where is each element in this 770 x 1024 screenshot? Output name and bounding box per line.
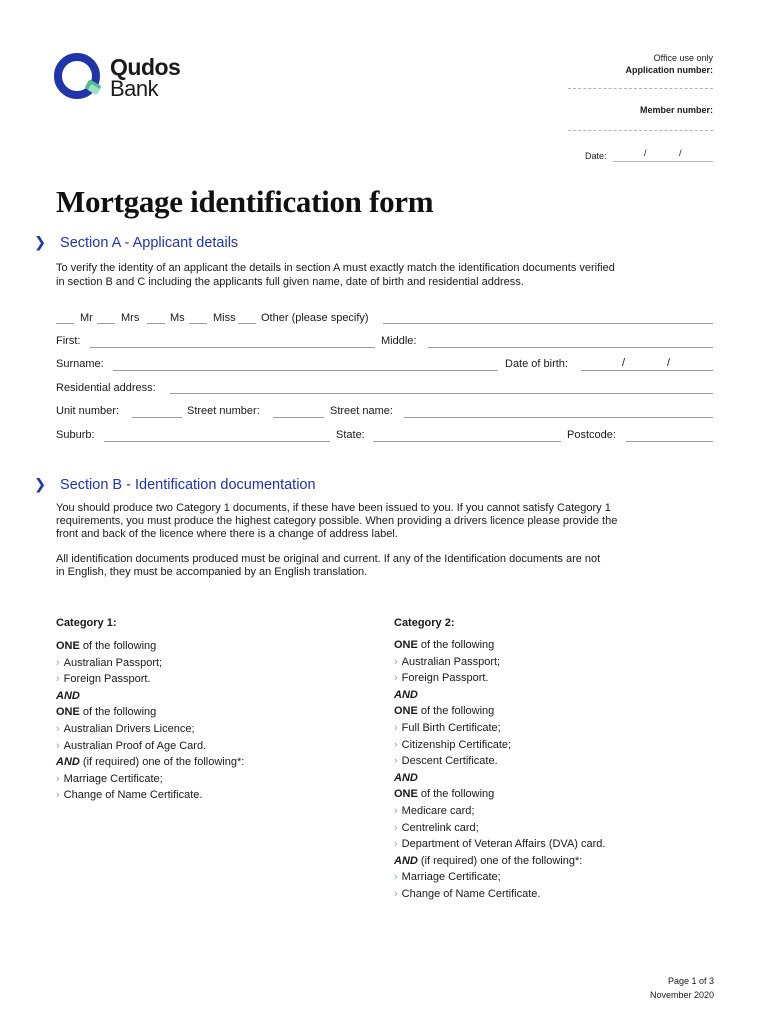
- list-item: › Centrelink card;: [394, 820, 605, 837]
- state-field[interactable]: [373, 441, 561, 442]
- section-b-para-line: requirements, you must produce the highest category possible. When providing a drivers licence please provide the: [56, 515, 618, 527]
- section-a-intro-line: in section B and C including the applicants full given name, date of birth and residential address.: [56, 276, 524, 288]
- miss-label: Miss: [213, 312, 236, 324]
- qudos-bank-logo: [54, 52, 204, 102]
- list-item: AND: [394, 688, 418, 701]
- list-item: › Australian Proof of Age Card.: [56, 738, 244, 755]
- section-b-heading: [34, 477, 316, 493]
- office-date-label: Date:: [585, 151, 607, 161]
- ms-checkbox-line[interactable]: [147, 323, 165, 324]
- state-label: State:: [336, 429, 365, 441]
- category-2-title: Category 2:: [394, 617, 455, 629]
- section-a-heading: [34, 235, 238, 251]
- category-2-list: [394, 637, 605, 903]
- mrs-checkbox-line[interactable]: [97, 323, 115, 324]
- other-specify-field[interactable]: [383, 323, 713, 324]
- other-label: Other (please specify): [261, 312, 369, 324]
- other-checkbox-line[interactable]: [238, 323, 256, 324]
- mrs-label: Mrs: [121, 312, 140, 324]
- footer-date: November 2020: [649, 990, 714, 1000]
- page-number: Page 1 of 3: [667, 976, 714, 986]
- middle-name-field[interactable]: [428, 347, 713, 348]
- first-name-field[interactable]: [90, 347, 375, 348]
- list-item: ONE of the following: [394, 705, 495, 718]
- miss-checkbox-line[interactable]: [189, 323, 207, 324]
- qudos-logo-icon: [54, 52, 104, 102]
- section-b-para2: [56, 553, 686, 579]
- list-item: ONE of the following: [56, 640, 157, 652]
- street-name-field[interactable]: [404, 417, 713, 418]
- unit-number-field[interactable]: [132, 417, 182, 418]
- list-item: AND: [394, 771, 418, 784]
- logo-text-qudos: Qudos: [110, 54, 181, 80]
- street-name-label: Street name:: [330, 405, 393, 417]
- member-number-field[interactable]: [568, 130, 713, 131]
- list-item: ONE of the following: [394, 639, 495, 651]
- middle-name-label: Middle:: [381, 335, 417, 347]
- list-item: › Medicare card;: [394, 803, 605, 820]
- section-b-para-line: All identification documents produced must be original and current. If any of the Identification documents are not: [56, 553, 601, 565]
- postcode-field[interactable]: [626, 441, 713, 442]
- office-use-only: Office use only: [653, 53, 713, 63]
- page-title: Mortgage identification form: [56, 184, 434, 219]
- section-b-para-line: in English, they must be accompanied by an English translation.: [56, 566, 368, 578]
- office-date-field[interactable]: [613, 161, 713, 162]
- list-item: › Australian Drivers Licence;: [56, 721, 244, 738]
- suburb-label: Suburb:: [56, 429, 95, 441]
- list-item: AND (if required) one of the following*:: [56, 756, 245, 769]
- list-item: › Full Birth Certificate;: [394, 720, 605, 737]
- section-a-intro: [56, 262, 686, 289]
- list-item: › Department of Veteran Affairs (DVA) card.: [394, 836, 605, 853]
- list-item: › Change of Name Certificate.: [56, 787, 244, 804]
- unit-number-label: Unit number:: [56, 405, 119, 417]
- chevron-right-icon: ❯: [34, 235, 47, 251]
- list-item: ONE of the following: [56, 706, 157, 719]
- list-item: › Descent Certificate.: [394, 753, 605, 770]
- surname-field[interactable]: [113, 370, 498, 371]
- category-1-list: [56, 638, 244, 804]
- list-item: › Australian Passport;: [394, 654, 605, 671]
- mr-label: Mr: [80, 312, 93, 324]
- surname-label: Surname:: [56, 358, 104, 370]
- member-number-label: Member number:: [639, 105, 713, 115]
- section-b-para-line: front and back of the licence where there is a change of address label.: [56, 528, 398, 540]
- list-item: › Change of Name Certificate.: [394, 886, 605, 903]
- first-name-label: First:: [56, 335, 81, 347]
- list-item: › Citizenship Certificate;: [394, 737, 605, 754]
- chevron-right-icon: ❯: [34, 477, 47, 493]
- suburb-field[interactable]: [104, 441, 330, 442]
- dob-separator: /: [622, 357, 626, 369]
- list-item: AND: [56, 689, 80, 702]
- section-a-intro-line: To verify the identity of an applicant the details in section A must exactly match the identification documents verified: [56, 262, 615, 274]
- ms-label: Ms: [170, 312, 185, 324]
- date-separator: /: [644, 148, 647, 158]
- section-a-heading-text: Section A - Applicant details: [60, 235, 239, 251]
- street-number-label: Street number:: [187, 405, 260, 417]
- application-number-label: Application number:: [625, 65, 713, 75]
- list-item: › Australian Passport;: [56, 655, 244, 672]
- list-item: › Foreign Passport.: [56, 671, 244, 688]
- list-item: AND (if required) one of the following*:: [394, 854, 583, 867]
- application-number-field[interactable]: [568, 88, 713, 89]
- logo-text-bank: Bank: [110, 76, 159, 101]
- date-separator: /: [679, 148, 682, 158]
- postcode-label: Postcode:: [567, 429, 616, 441]
- section-b-heading-text: Section B - Identification documentation: [60, 477, 316, 493]
- mr-checkbox-line[interactable]: [56, 323, 74, 324]
- residential-address-field[interactable]: [170, 393, 713, 394]
- dob-label: Date of birth:: [505, 358, 568, 370]
- list-item: › Marriage Certificate;: [394, 869, 605, 886]
- list-item: › Marriage Certificate;: [56, 771, 244, 788]
- dob-field[interactable]: [581, 370, 713, 371]
- street-number-field[interactable]: [273, 417, 324, 418]
- residential-address-label: Residential address:: [56, 382, 156, 394]
- section-b-para-line: You should produce two Category 1 documents, if these have been issued to you. If you cannot satisfy Category 1: [56, 502, 611, 514]
- section-b-para1: [56, 502, 686, 541]
- list-item: › Foreign Passport.: [394, 670, 605, 687]
- category-1-title: Category 1:: [56, 617, 117, 629]
- dob-separator: /: [667, 357, 671, 369]
- list-item: ONE of the following: [394, 788, 495, 801]
